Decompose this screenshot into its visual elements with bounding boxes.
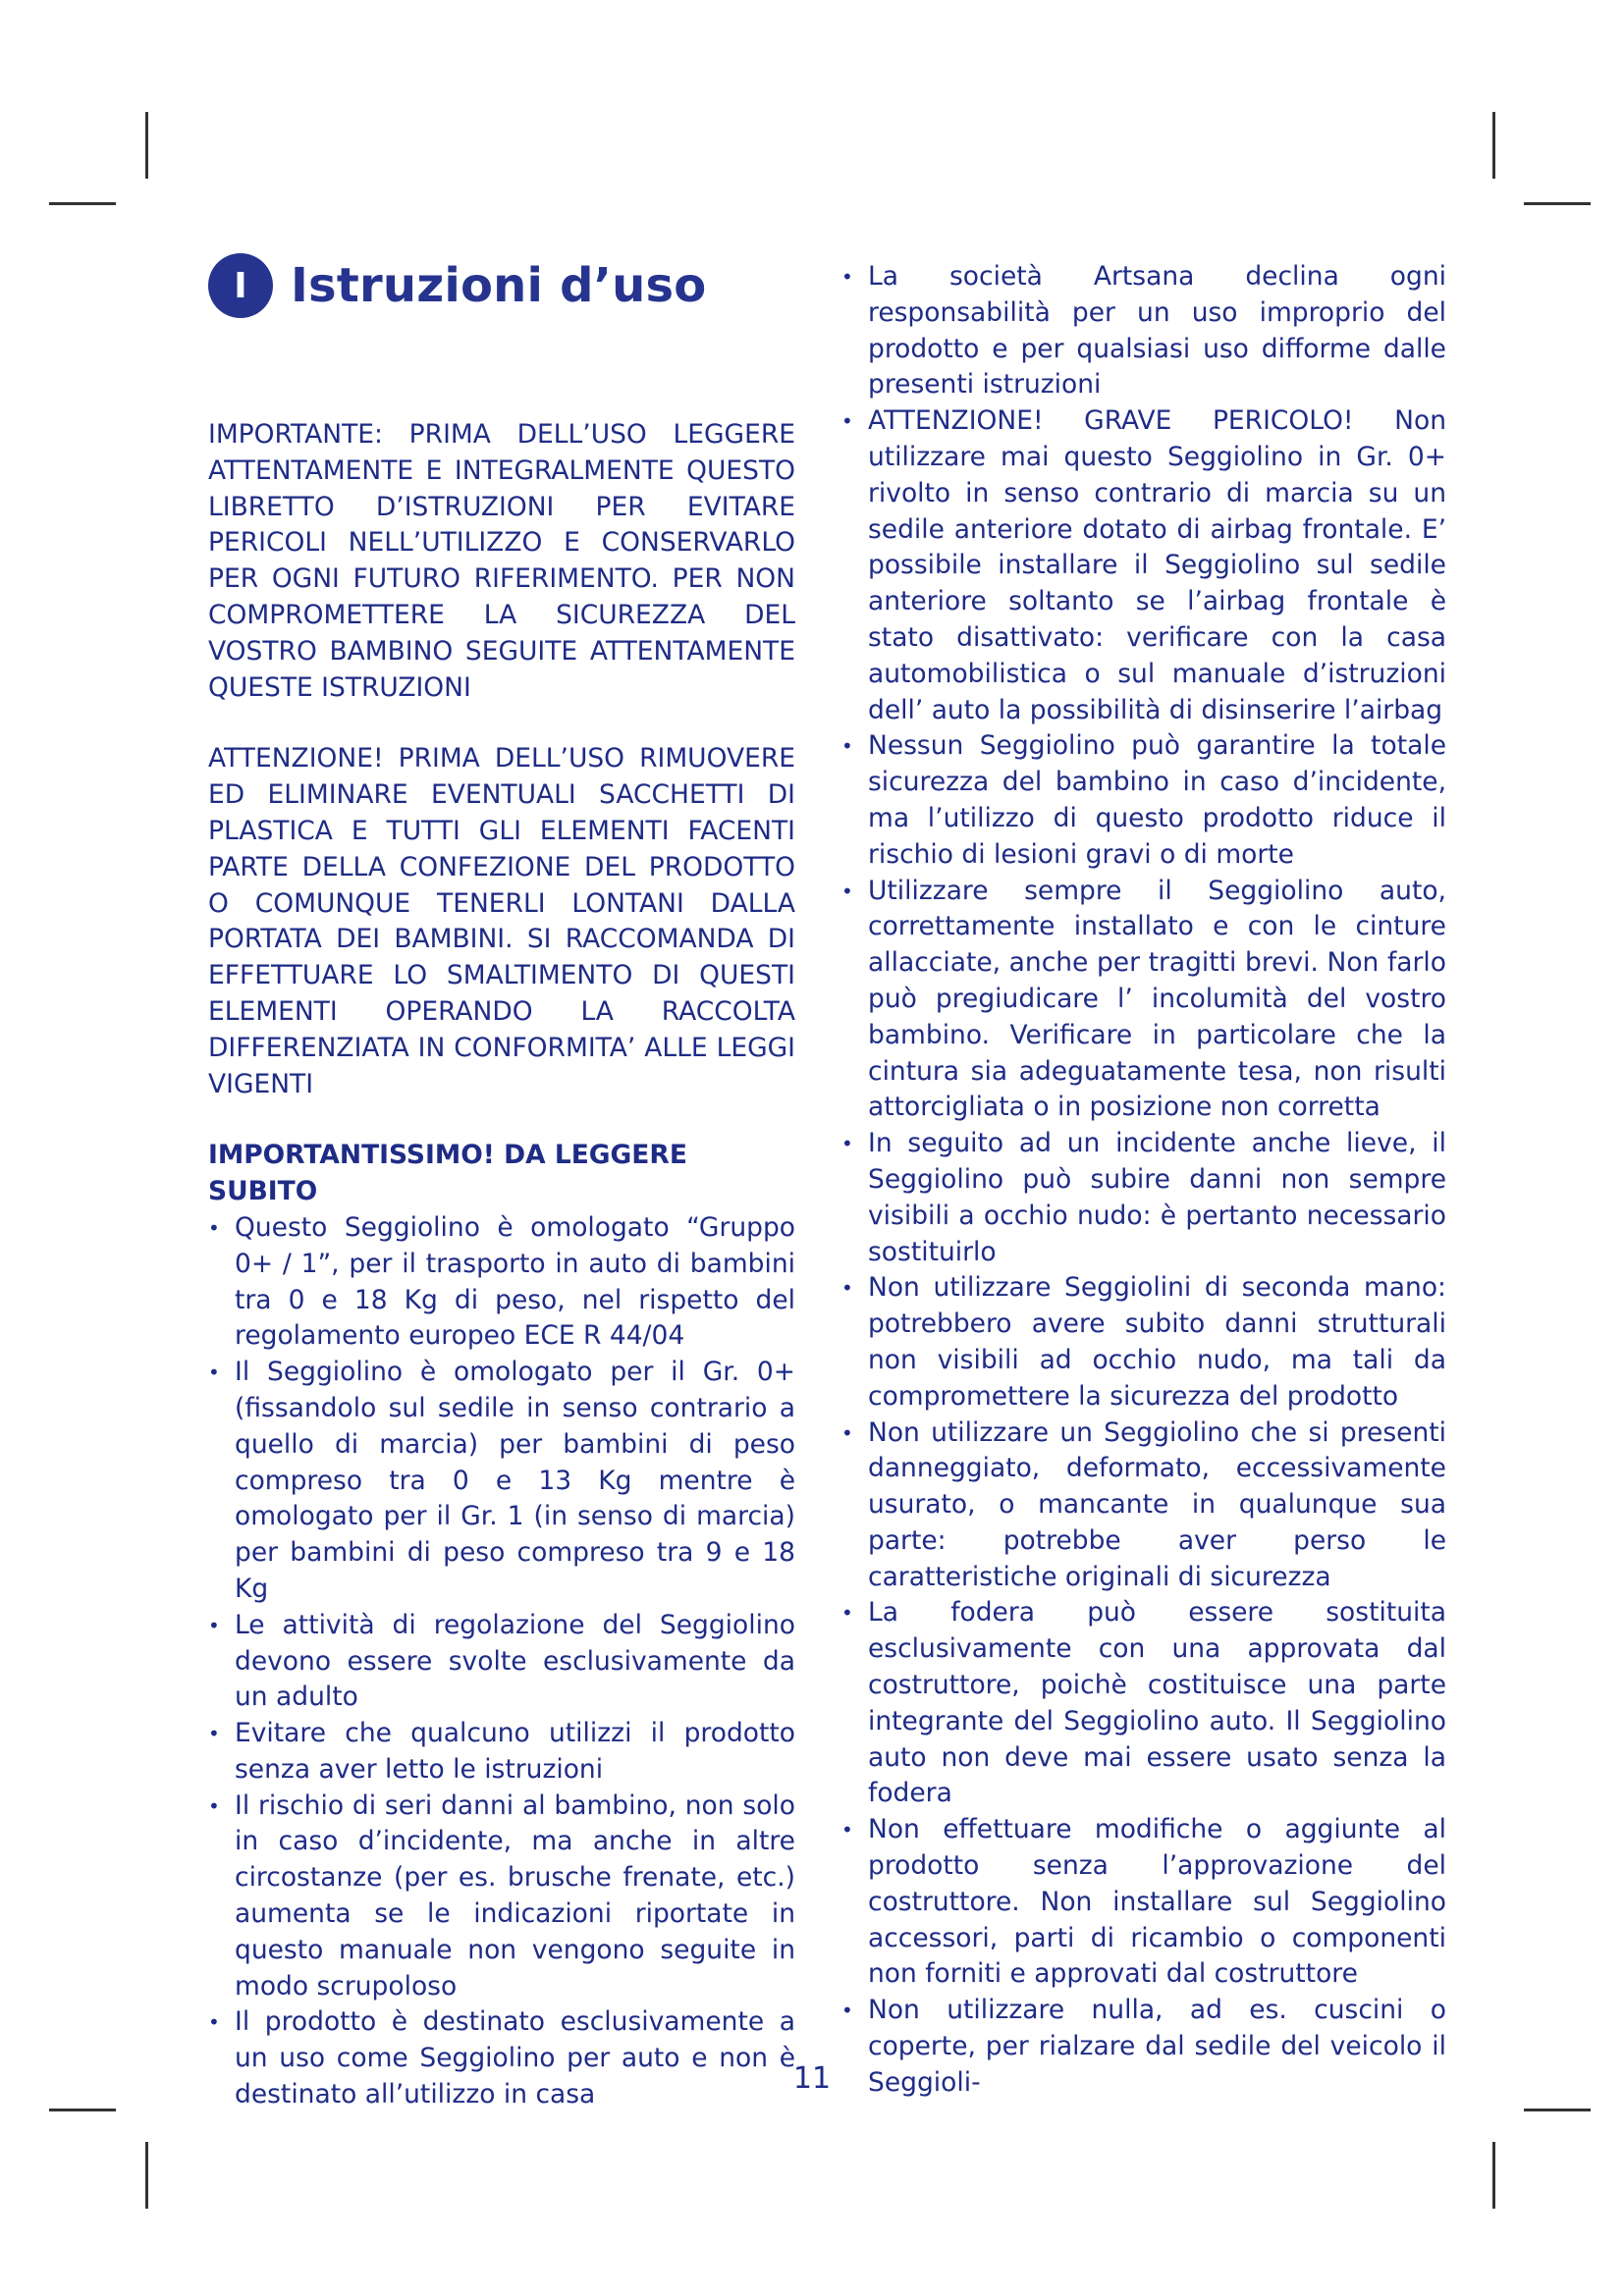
list-item: • Il Seggiolino è omologato per il Gr. 0+ (fissandolo sul sedile in senso contrario a quello di marcia) per bambini di peso compreso tra 0 e 13 Kg mentre è omologato per il Gr. 1 (in senso di marcia) per bambini di peso compreso tra 9 e 18 Kg: [208, 1355, 795, 1608]
list-item: • La società Artsana declina ogni responsabilità per un uso improprio del prodotto e per qualsiasi uso difforme dalle presenti istruzioni: [841, 259, 1446, 403]
crop-mark-bottom-left-vertical: [145, 2142, 148, 2209]
crop-mark-top-left-vertical: [145, 112, 148, 179]
list-item: • Le attività di regolazione del Seggiolino devono essere svolte esclusivamente da un adulto: [208, 1608, 795, 1716]
crop-mark-bottom-right-vertical: [1492, 2142, 1495, 2209]
list-item: • Il prodotto è destinato esclusivamente a un uso come Seggiolino per auto e non è destinato all’utilizzo in casa: [208, 2004, 795, 2112]
page-number: 11: [792, 2061, 832, 2096]
crop-mark-top-right-horizontal: [1524, 202, 1591, 205]
page-header: [208, 253, 706, 318]
list-item: • Non utilizzare un Seggiolino che si presenti danneggiato, deformato, eccessivamente usurato, o mancante in qualunque sua parte: potrebbe aver perso le caratteristiche originali di sicurezza: [841, 1415, 1446, 1596]
section-heading: IMPORTANTISSIMO! DA LEGGERE SUBITO: [208, 1140, 687, 1207]
list-item: • Nessun Seggiolino può garantire la totale sicurezza del bambino in caso d’incidente, ma l’utilizzo di questo prodotto riduce il rischio di lesioni gravi o di morte: [841, 728, 1446, 873]
list-item: • Il rischio di seri danni al bambino, non solo in caso d’incidente, ma anche in altre circostanze (per es. brusche frenate, etc.) aumenta se le indicazioni riportate in questo manuale non vengono seguite in modo scrupoloso: [208, 1789, 795, 2005]
list-item: • Utilizzare sempre il Seggiolino auto, correttamente installato e con le cinture allacciate, anche per tragitti brevi. Non farlo può pregiudicare l’ incolumità del vostro bambino. Verificare in particolare che la cintura sia adeguatamente tesa, non risulti attorcigliata o in posizione non corretta: [841, 874, 1446, 1127]
list-item: • In seguito ad un incidente anche lieve, il Seggiolino può subire danni non sempre visibili a occhio nudo: è pertanto necessario sostituirlo: [841, 1126, 1446, 1270]
crop-mark-top-right-vertical: [1492, 112, 1495, 179]
right-column: [841, 259, 1446, 2102]
list-item: • La fodera può essere sostituita esclusivamente con una approvata dal costruttore, poichè costituisce una parte integrante del Seggiolino auto. Il Seggiolino auto non deve mai essere usato senza la fodera: [841, 1595, 1446, 1812]
left-bullet-list: [208, 1210, 795, 2113]
list-item: • Questo Seggiolino è omologato “Gruppo 0+ / 1”, per il trasporto in auto di bambini tra 0 e 18 Kg di peso, nel rispetto del regolamento europeo ECE R 44/04: [208, 1210, 795, 1355]
page-title: Istruzioni d’uso: [291, 258, 707, 313]
list-item: • Evitare che qualcuno utilizzi il prodotto senza aver letto le istruzioni: [208, 1716, 795, 1789]
right-bullet-list: [841, 259, 1446, 2102]
important-notice: IMPORTANTE: PRIMA DELL’USO LEGGERE ATTENTAMENTE E INTEGRALMENTE QUESTO LIBRETTO D’ISTRUZIONI PER EVITARE PERICOLI NELL’UTILIZZO E CONSERVARLO PER OGNI FUTURO RIFERIMENTO. PER NON COMPROMETTERE LA SICUREZZA DEL VOSTRO BAMBINO SEGUITE ATTENTAMENTE QUESTE ISTRUZIONI: [208, 419, 795, 703]
left-column: [208, 417, 795, 2113]
warning-notice: ATTENZIONE! PRIMA DELL’USO RIMUOVERE ED ELIMINARE EVENTUALI SACCHETTI DI PLASTICA E TUTTI GLI ELEMENTI FACENTI PARTE DELLA CONFEZIONE DEL PRODOTTO O COMUNQUE TENERLI LONTANI DALLA PORTATA DEI BAMBINI. SI RACCOMANDA DI EFFETTUARE LO SMALTIMENTO DI QUESTI ELEMENTI OPERANDO LA RACCOLTA DIFFERENZIATA IN CONFORMITA’ ALLE LEGGI VIGENTI: [208, 743, 795, 1099]
list-item: • Non effettuare modifiche o aggiunte al prodotto senza l’approvazione del costruttore. Non installare sul Seggiolino accessori, parti di ricambio o componenti non forniti e approvati dal costruttore: [841, 1812, 1446, 1993]
crop-mark-bottom-left-horizontal: [49, 2109, 116, 2111]
crop-mark-top-left-horizontal: [49, 202, 116, 205]
list-item: • Non utilizzare nulla, ad es. cuscini o coperte, per rialzare dal sedile del veicolo il Seggioli-: [841, 1993, 1446, 2101]
crop-mark-bottom-right-horizontal: [1524, 2109, 1591, 2111]
language-badge-icon: I: [208, 253, 273, 318]
list-item: • Non utilizzare Seggiolini di seconda mano: potrebbero avere subito danni strutturali non visibili ad occhio nudo, ma tali da compromettere la sicurezza del prodotto: [841, 1270, 1446, 1415]
list-item: • ATTENZIONE! GRAVE PERICOLO! Non utilizzare mai questo Seggiolino in Gr. 0+ rivolto in senso contrario di marcia su un sedile anteriore dotato di airbag frontale. E’ possibile installare il Seggiolino sul sedile anteriore soltanto se l’airbag frontale è stato disattivato: verificare con la casa automobilistica o sul manuale d’istruzioni dell’ auto la possibilità di disinserire l’airbag: [841, 403, 1446, 728]
